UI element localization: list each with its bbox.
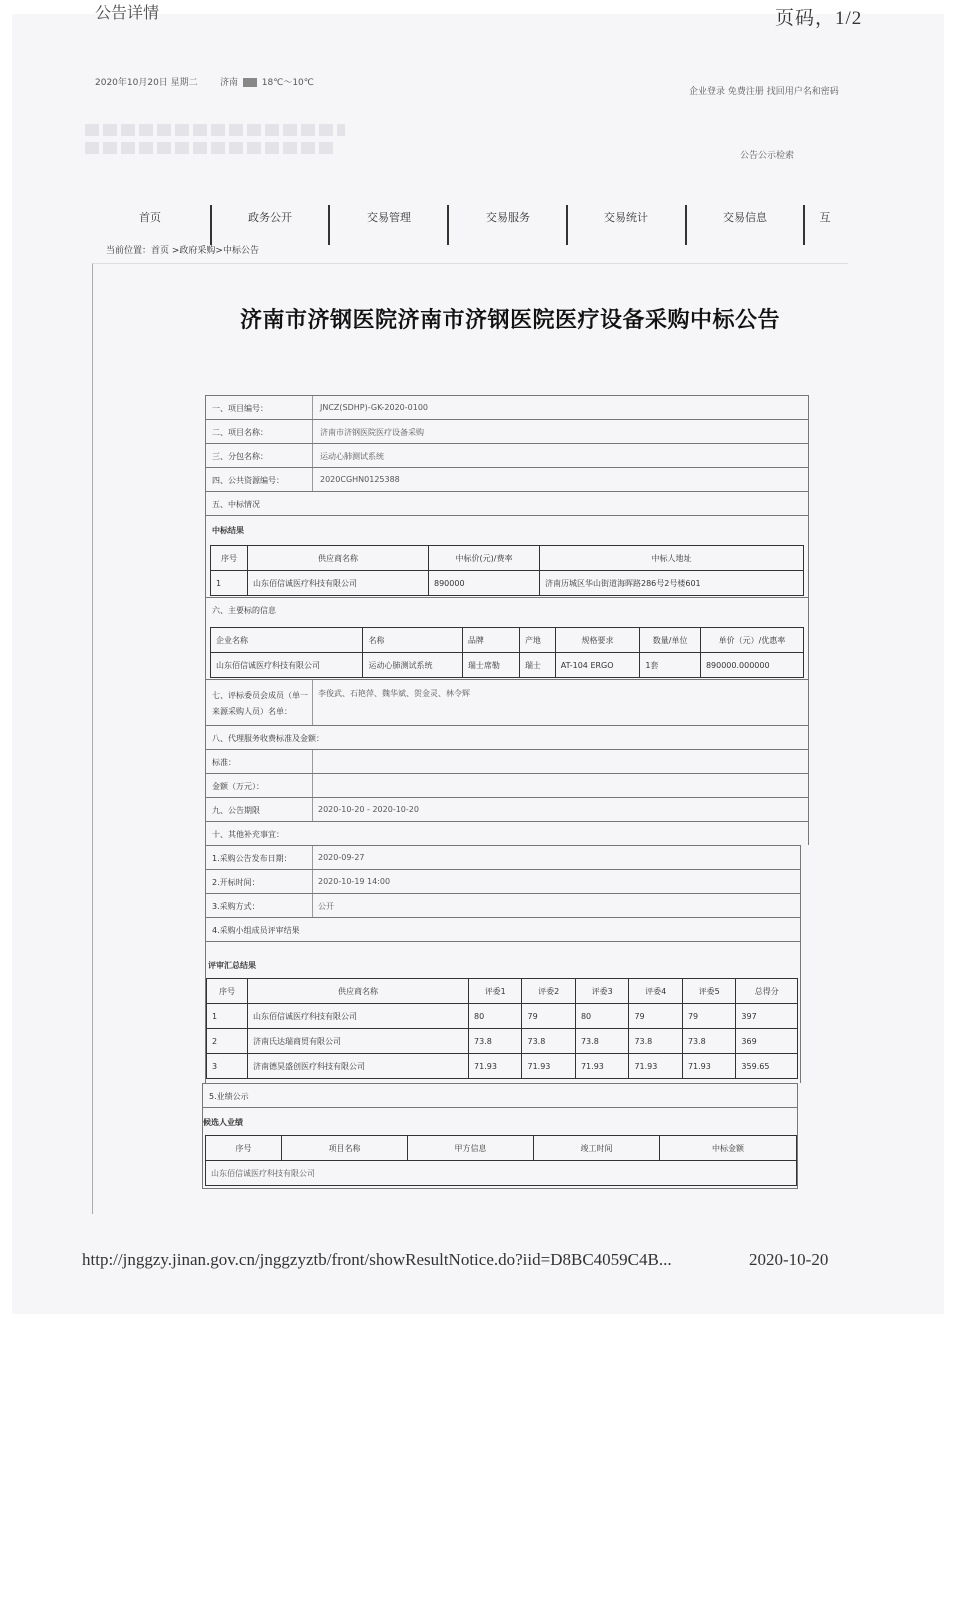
table-header-row [211, 546, 804, 571]
subject-table [210, 627, 804, 678]
other-label: 十、其他补充事宜： [212, 830, 284, 839]
col-header: 竣工时间 [534, 1136, 660, 1161]
table-row [211, 571, 804, 596]
method-row [205, 893, 801, 917]
cell: 71.93 [682, 1054, 735, 1079]
table-header-row [206, 1136, 797, 1161]
cell-divider [312, 894, 313, 917]
review-table [206, 978, 798, 1079]
resource-no: 2020CGHN0125388 [320, 475, 400, 484]
table-header-row [207, 979, 798, 1004]
cell: 1 [207, 1004, 248, 1029]
cell: 359.65 [736, 1054, 798, 1079]
cell: 2 [207, 1029, 248, 1054]
performance-row [202, 1083, 798, 1107]
info-row [205, 491, 809, 515]
cell: 73.8 [682, 1029, 735, 1054]
cell: 73.8 [575, 1029, 628, 1054]
cell: 890000 [429, 571, 540, 596]
cell: 济南历城区华山街道海晖路286号2号楼601 [540, 571, 804, 596]
col-header: 评委4 [629, 979, 682, 1004]
table-header-row [211, 628, 804, 653]
nav-trade-management[interactable]: 交易管理 [367, 211, 411, 224]
project-name-label: 二、项目名称： [212, 428, 268, 437]
cell: 71.93 [575, 1054, 628, 1079]
nav-home[interactable]: 首页 [139, 211, 161, 224]
info-row [205, 395, 809, 419]
cell: 397 [736, 1004, 798, 1029]
performance-table [205, 1135, 797, 1186]
method-value: 公开 [318, 902, 334, 911]
table-row [207, 1029, 798, 1054]
nav-gov-affairs[interactable]: 政务公开 [248, 211, 292, 224]
publish-row [205, 845, 801, 869]
cell: 运动心肺测试系统 [363, 653, 462, 678]
period-label: 九、公告期限 [212, 806, 260, 815]
cell: 73.8 [629, 1029, 682, 1054]
publish-date: 2020-09-27 [318, 853, 365, 862]
package-label: 三、分包名称： [212, 452, 268, 461]
committee-members: 李俊武、石艳萍、魏华斌、贺金灵、林令辉 [318, 689, 470, 698]
info-row [205, 467, 809, 491]
cell: 3 [207, 1054, 248, 1079]
topbar-links[interactable]: 企业登录 免费注册 找回用户名和密码 [689, 87, 839, 97]
agency-amount-row [205, 773, 809, 797]
col-header: 中标价(元)/费率 [429, 546, 540, 571]
col-header: 甲方信息 [408, 1136, 534, 1161]
notice-search-link[interactable]: 公告公示检索 [740, 151, 795, 161]
nav-trade-statistics[interactable]: 交易统计 [604, 211, 648, 224]
site-logo [85, 118, 355, 180]
period-value: 2020-10-20 - 2020-10-20 [318, 805, 419, 814]
topbar-temp: 18℃～10℃ [261, 78, 314, 88]
performance-label: 5.业绩公示 [209, 1092, 249, 1101]
cell: 73.8 [522, 1029, 575, 1054]
cell: 1套 [640, 653, 701, 678]
cell-divider [312, 846, 313, 869]
cell-divider [312, 444, 313, 467]
col-header: 规格要求 [555, 628, 640, 653]
winner-table [210, 545, 804, 596]
cell: 79 [522, 1004, 575, 1029]
cell: 瑞士 [519, 653, 555, 678]
package-name: 运动心肺测试系统 [320, 452, 384, 461]
page-title: 济南市济钢医院济南市济钢医院医疗设备采购中标公告 [240, 308, 781, 333]
table-row [207, 1054, 798, 1079]
col-header: 数量/单位 [640, 628, 701, 653]
cell: 1 [211, 571, 248, 596]
topbar-city: 济南 [220, 78, 239, 88]
cell-divider [312, 468, 313, 491]
cell: AT-104 ERGO [555, 653, 640, 678]
col-header: 产地 [519, 628, 555, 653]
nav-trade-info[interactable]: 交易信息 [723, 211, 767, 224]
agency-label: 八、代理服务收费标准及金额： [212, 734, 324, 743]
open-time: 2020-10-19 14:00 [318, 877, 391, 886]
cell: 济南氏达瑞商贸有限公司 [248, 1029, 469, 1054]
footer-date: 2020-10-20 [749, 1250, 829, 1269]
cell: 山东佰信诚医疗科技有限公司 [206, 1161, 797, 1186]
col-header: 中标人地址 [540, 546, 804, 571]
nav-trade-service[interactable]: 交易服务 [486, 211, 530, 224]
cell: 济南德昊盛创医疗科技有限公司 [248, 1054, 469, 1079]
footer-url: http://jnggzy.jinan.gov.cn/jnggzyztb/front/showResultNotice.do?iid=D8BC4059C4B... [82, 1250, 672, 1269]
cell: 890000.000000 [700, 653, 803, 678]
method-label: 3.采购方式： [212, 902, 260, 911]
col-header: 评委3 [575, 979, 628, 1004]
review-label-row [205, 917, 801, 941]
col-header: 序号 [207, 979, 248, 1004]
cell: 79 [629, 1004, 682, 1029]
project-no: JNCZ(SDHP)-GK-2020-0100 [320, 403, 429, 412]
committee-label: 七、评标委员会成员（单一来源采购人员）名单： [212, 691, 308, 716]
topbar-date: 2020年10月20日 星期二 [95, 78, 198, 88]
review-caption: 评审汇总结果 [208, 961, 256, 970]
table-row [206, 1161, 797, 1186]
col-header: 评委2 [522, 979, 575, 1004]
nav-more[interactable]: 互 [819, 211, 831, 224]
col-header: 名称 [363, 628, 462, 653]
period-row [205, 797, 809, 821]
open-label: 2.开标时间： [212, 878, 260, 887]
committee-row [205, 679, 809, 725]
resource-no-label: 四、公共资源编号： [212, 476, 284, 485]
cell: 369 [736, 1029, 798, 1054]
table-row [207, 1004, 798, 1029]
winner-caption: 中标结果 [212, 526, 244, 535]
agency-row [205, 725, 809, 749]
cell: 山东佰信诚医疗科技有限公司 [248, 1004, 469, 1029]
print-header-title: 公告详情 [95, 3, 160, 22]
info-row [205, 443, 809, 467]
col-header: 供应商名称 [248, 979, 469, 1004]
open-row [205, 869, 801, 893]
main-nav [105, 205, 850, 245]
agency-standard-label: 标准： [212, 758, 236, 767]
col-header: 序号 [206, 1136, 282, 1161]
cell-divider [312, 798, 313, 821]
cell: 73.8 [469, 1029, 522, 1054]
col-header: 序号 [211, 546, 248, 571]
other-row [205, 821, 809, 845]
cell: 瑞士席勒 [462, 653, 519, 678]
review-label: 4.采购小组成员评审结果 [212, 926, 300, 935]
breadcrumb: 当前位置：首页 >政府采购>中标公告 [106, 246, 259, 256]
topbar-weather [220, 75, 314, 88]
publish-label: 1.采购公告发布日期： [212, 854, 292, 863]
cell: 山东佰信诚医疗科技有限公司 [248, 571, 429, 596]
col-header: 供应商名称 [248, 546, 429, 571]
cell: 79 [682, 1004, 735, 1029]
cell: 山东佰信诚医疗科技有限公司 [211, 653, 363, 678]
col-header: 单价（元）/优惠率 [700, 628, 803, 653]
table-row [211, 653, 804, 678]
cell-divider [312, 396, 313, 419]
cell: 71.93 [629, 1054, 682, 1079]
cell-divider [312, 750, 313, 773]
cell: 80 [575, 1004, 628, 1029]
col-header: 评委1 [469, 979, 522, 1004]
cell: 71.93 [469, 1054, 522, 1079]
cell-divider [312, 420, 313, 443]
cell-divider [312, 680, 313, 725]
col-header: 品牌 [462, 628, 519, 653]
weather-icon [243, 78, 257, 87]
cell-divider [312, 774, 313, 797]
result-label: 五、中标情况 [212, 500, 260, 509]
col-header: 总得分 [736, 979, 798, 1004]
col-header: 企业名称 [211, 628, 363, 653]
print-page-number: 页码，1/2 [775, 8, 863, 29]
project-name: 济南市济钢医院医疗设备采购 [320, 428, 424, 437]
cell: 80 [469, 1004, 522, 1029]
col-header: 评委5 [682, 979, 735, 1004]
cell-divider [312, 870, 313, 893]
agency-standard-row [205, 749, 809, 773]
performance-caption: 候选人业绩 [203, 1118, 243, 1127]
subject-label: 六、主要标的信息 [212, 606, 276, 615]
col-header: 中标金额 [660, 1136, 797, 1161]
project-no-label: 一、项目编号： [212, 404, 268, 413]
col-header: 项目名称 [282, 1136, 408, 1161]
cell: 71.93 [522, 1054, 575, 1079]
info-row [205, 419, 809, 443]
agency-amount-label: 金额（万元）： [212, 782, 264, 791]
